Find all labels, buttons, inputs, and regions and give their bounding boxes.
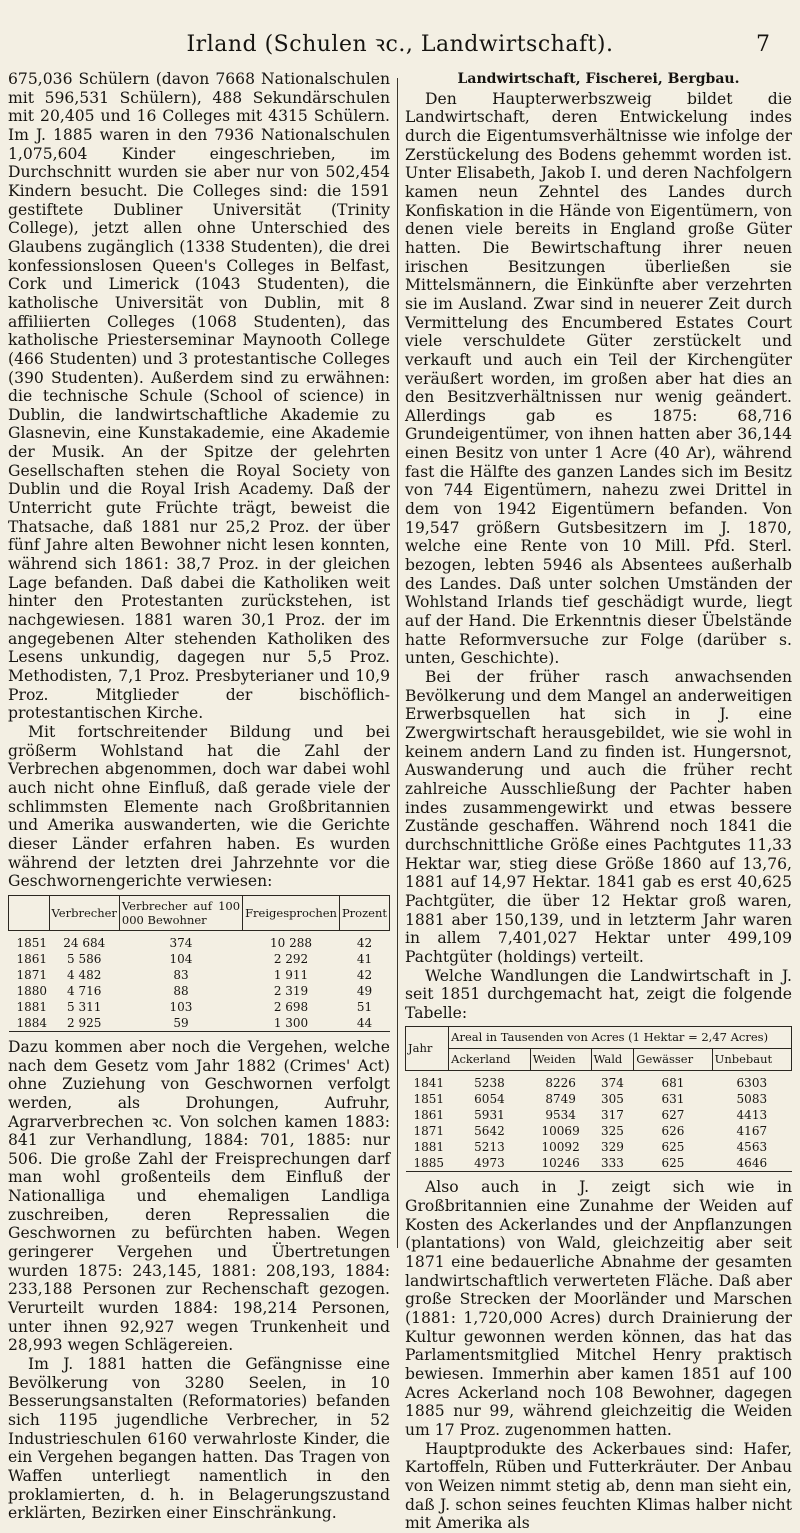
land-header-water: Gewässer (634, 1049, 712, 1071)
land-header-area: Areal in Tausenden von Acres (1 Hektar = 2,47 Acres) (449, 1027, 792, 1049)
right-column (405, 70, 792, 1533)
table-cell: 103 (169, 999, 193, 1014)
table-cell: 329 (600, 1140, 624, 1155)
crime-table-header (9, 895, 390, 930)
table-cell: 5642 (474, 1124, 505, 1139)
land-header-uncultivated: Unbebaut (712, 1049, 791, 1071)
page-number: 7 (756, 32, 770, 57)
table-cell: 10 288 (270, 935, 312, 950)
table-cell: 8749 (545, 1092, 576, 1107)
table-cell: 24 684 (63, 935, 106, 950)
land-table-header (406, 1049, 792, 1071)
table-cell: 49 (356, 983, 373, 998)
land-use-table (405, 1026, 792, 1172)
table-row (9, 1015, 390, 1032)
table-cell: 5238 (474, 1076, 505, 1091)
table-cell: 1 911 (273, 967, 309, 982)
paragraph-prisons: Im J. 1881 hatten die Gefängnisse eine Bevölkerung von 3280 Seelen, in 10 Besserungsanstalten (Reformatories) befanden sich 1195 jugendliche Verbrecher, in 52 Industrieschulen 6160 verwahrloste Kinder, die ein Vergehen begangen hatten. Das Tragen von Waffen unterliegt namentlich in den proklamierten, d. h. in Belagerungszustand erklärten, Bezirken einer Einschränkung. (8, 1355, 390, 1523)
table-cell: 625 (661, 1156, 685, 1171)
table-row (9, 930, 390, 951)
page-title: Irland (Schulen ꝛc., Landwirtschaft). (186, 32, 614, 57)
table-row (406, 1155, 792, 1172)
paragraph-main-products: Hauptprodukte des Ackerbaues sind: Hafer, Kartoffeln, Rüben und Futterkräuter. Der Anbau von Weizen nimmt stetig ab, denn man sieht ein, daß J. schon seines feuchten Klimas halber nicht mit Amerika als (405, 1439, 792, 1533)
section-heading: Landwirtschaft, Fischerei, Bergbau. (457, 71, 740, 87)
paragraph-schools: 675,036 Schülern (davon 7668 Nationalschulen mit 596,531 Schülern), 488 Sekundärschulen mit 20,405 und 16 Colleges mit 4315 Schülern. Im J. 1885 waren in den 7936 Nationalschulen 1,075,604 Kinder eingeschrieben, im Durchschnitt wurden sie aber nur von 502,454 Kindern besucht. Die Colleges sind: die 1591 gestiftete Dubliner Universität (Trinity College), jetzt allen ohne Unterschied des Glaubens zugänglich (1338 Studenten), die drei konfessionslosen Queen's Colleges in Belfast, Cork und Limerick (1043 Studenten), die katholische Universität von Dublin, mit 8 affiliierten Colleges (1068 Studenten), das katholische Priesterseminar Maynooth College (466 Studenten) und 3 protestantische Colleges (390 Studenten). Außerdem sind zu erwähnen: die technische Schule (School of science) in Dublin, die landwirtschaftliche Akademie zu Glasnevin, eine Kunstakademie, eine Akademie der Musik. An der Spitze der gelehrten Gesellschaften stehen die Royal Society von Dublin und die Royal Irish Academy. Daß der Unterricht gute Früchte trägt, beweist die Thatsache, daß 1881 nur 25,2 Proz. der über fünf Jahre alten Bewohner nicht lesen konnten, während sich 1861: 38,7 Proz. in der gleichen Lage befanden. Daß dabei die Katholiken weit hinter den Protestanten zurückstehen, ist nachgewiesen. 1881 waren 30,1 Proz. der im angegebenen Alter stehenden Katholiken des Lesens unkundig, dagegen nur 5,5 Proz. Methodisten, 7,1 Proz. Presbyterianer und 10,9 Proz. Mitglieder der bischöflich-protestantischen Kirche. (8, 70, 390, 723)
table-cell: 10069 (541, 1124, 580, 1139)
table-cell: 4 482 (67, 967, 102, 982)
land-header-pasture: Weiden (530, 1049, 591, 1071)
table-cell: 88 (173, 983, 189, 998)
table-cell: 2 319 (273, 983, 309, 998)
table-cell: 4 716 (67, 983, 102, 998)
table-cell: 1881 (16, 999, 48, 1014)
table-cell: 626 (661, 1124, 685, 1139)
table-cell: 44 (356, 1015, 373, 1030)
table-cell: 104 (169, 951, 193, 966)
table-cell: 305 (600, 1092, 624, 1107)
land-header-year: Jahr (406, 1027, 449, 1071)
table-cell: 4973 (474, 1156, 505, 1171)
table-cell: 6303 (736, 1076, 768, 1091)
table-cell: 10092 (541, 1140, 580, 1155)
crime-header-acquitted: Freigesprochen (243, 895, 340, 930)
table-cell: 4563 (736, 1140, 768, 1155)
table-row (9, 999, 390, 1015)
paragraph-crime: Mit fortschreitender Bildung und bei größerm Wohlstand hat die Zahl der Verbrechen abgenommen, doch war dabei wohl auch nicht ohne Einfluß, daß gerade viele der schlimmsten Elemente nach Großbritannien und Amerika auswanderten, wie die Gerichte dieser Länder erfahren haben. Es wurden während der letzten drei Jahrzehnte vor die Geschwornengerichte verwiesen: (8, 722, 390, 891)
table-cell: 374 (600, 1076, 624, 1091)
crime-header-year (9, 895, 50, 930)
table-row (9, 951, 390, 967)
table-row (406, 1139, 792, 1155)
table-cell: 8226 (545, 1076, 576, 1091)
paragraph-pasture-increase: Also auch in J. zeigt sich wie in Großbritannien eine Zunahme der Weiden auf Kosten des Ackerlandes und der Anpflanzungen (plantations) von Wald, gleichzeitig aber seit 1871 eine bedauerliche Abnahme der gesamten landwirtschaftlich verwerteten Fläche. Daß aber große Strecken der Moorländer und Marschen (1881: 1,720,000 Acres) durch Drainierung der Kultur gewonnen werden können, das hat das Parlamentsmitglied Mitchel Henry praktisch bewiesen. Immerhin aber kamen 1851 auf 100 Acres Ackerland noch 108 Bewohner, dagegen 1885 nur 99, während gleichzeitig die Weiden um 17 Proz. zugenommen hatten. (405, 1178, 792, 1439)
table-cell: 1861 (16, 951, 48, 966)
land-table-group-header (406, 1027, 792, 1049)
table-cell: 374 (169, 935, 193, 950)
left-column (8, 70, 390, 1523)
table-cell: 2 698 (273, 999, 309, 1014)
table-cell: 5083 (736, 1092, 768, 1107)
table-cell: 1841 (413, 1076, 445, 1091)
table-cell: 41 (356, 951, 373, 966)
table-cell: 4646 (736, 1156, 768, 1171)
table-cell: 5 311 (67, 999, 102, 1014)
table-row (406, 1091, 792, 1107)
table-cell: 625 (661, 1140, 685, 1155)
crime-table (8, 895, 390, 1032)
table-cell: 42 (356, 935, 373, 950)
table-cell: 4413 (736, 1108, 768, 1123)
table-cell: 10246 (541, 1156, 580, 1171)
table-cell: 2 292 (273, 951, 309, 966)
crime-header-offenders: Verbrecher (49, 895, 119, 930)
table-cell: 6054 (474, 1092, 505, 1107)
table-cell: 1871 (413, 1124, 445, 1139)
table-cell: 1881 (413, 1140, 445, 1155)
column-divider (397, 78, 398, 1248)
table-cell: 317 (600, 1108, 624, 1123)
table-cell: 4167 (736, 1124, 768, 1139)
table-cell: 5213 (474, 1140, 505, 1155)
table-cell: 681 (661, 1076, 685, 1091)
table-cell: 1884 (16, 1015, 48, 1030)
paragraph-agriculture: Den Haupterwerbszweig bildet die Landwirtschaft, deren Entwickelung indes durch die Eigentumsverhältnisse wie infolge der Zerstückelung des Bodens gehemmt worden ist. Unter Elisabeth, Jakob I. und deren Nachfolgern kamen neun Zehntel des Landes durch Konfiskation in die Hände von Eigentümern, von denen viele bereits in England große Güter hatten. Die Bewirtschaftung ihrer neuen irischen Besitzungen überließen sie Mittelsmännern, die Einkünfte aber verzehrten sie im Ausland. Zwar sind in neuerer Zeit durch Vermittelung des Encumbered Estates Court viele verschuldete Güter zerstückelt und verkauft und auch ein Teil der Kirchengüter veräußert worden, im großen aber hat dies an den Besitzverhältnissen nur wenig geändert. Allerdings gab es 1875: 68,716 Grundeigentümer, von ihnen hatten aber 36,144 einen Besitz von unter 1 Acre (40 Ar), während fast die Hälfte des ganzen Landes sich im Besitz von 744 Eigentümern, nahezu zwei Drittel in dem von 1942 Eigentümern befanden. Von 19,547 größern Gutsbesitzern im J. 1870, welche eine Rente von 10 Mill. Pfd. Sterl. bezogen, lebten 5946 als Absentees außerhalb des Landes. Daß unter solchen Umständen der Wohlstand Irlands tief geschädigt wurde, liegt auf der Hand. Die Erkenntnis dieser Übelstände hatte Reformversuche zur Folge (darüber s. unten, Geschichte). (405, 89, 792, 668)
table-cell: 1851 (16, 935, 48, 950)
land-header-arable: Ackerland (449, 1049, 531, 1071)
table-cell: 1 300 (273, 1015, 309, 1030)
table-cell: 9534 (545, 1108, 576, 1123)
table-cell: 631 (661, 1092, 685, 1107)
table-row (9, 983, 390, 999)
table-cell: 1871 (16, 967, 48, 982)
table-row (9, 967, 390, 983)
table-cell: 325 (600, 1124, 624, 1139)
paragraph-smallholdings: Bei der früher rasch anwachsenden Bevölkerung und dem Mangel an anderweitigen Erwerbsquellen hat sich in J. eine Zwergwirtschaft herausgebildet, wie sie wohl in keinem andern Land zu finden ist. Hungersnot, Auswanderung und auch die früher recht zahlreiche Ausschließung der Pachter haben indes zusammengewirkt und etwas bessere Zustände geschaffen. Während noch 1841 die durchschnittliche Größe eines Pachtgutes 11,33 Hektar war, stieg diese Größe 1860 auf 13,76, 1881 auf 14,97 Hektar. 1841 gab es erst 40,625 Pachtgüter, die über 12 Hektar groß waren, 1881 aber 150,139, und in letzterm Jahr waren in allem 7,401,027 Hektar unter 499,109 Pachtgüter (holdings) verteilt. (405, 668, 792, 966)
table-cell: 1851 (413, 1092, 445, 1107)
running-head (0, 30, 800, 60)
table-cell: 1861 (413, 1108, 445, 1123)
table-cell: 83 (173, 967, 189, 982)
table-cell: 1880 (16, 983, 48, 998)
land-header-forest: Wald (591, 1049, 634, 1071)
paragraph-table-intro: Welche Wandlungen die Landwirtschaft in J. seit 1851 durchgemacht hat, zeigt die folgende Tabelle: (405, 966, 792, 1022)
table-cell: 59 (173, 1015, 189, 1030)
crime-header-per-100000: Verbrecher auf 100 000 Bewohner (119, 895, 242, 930)
table-cell: 2 925 (67, 1015, 102, 1030)
table-row (406, 1107, 792, 1123)
table-row (406, 1123, 792, 1139)
paragraph-offences: Dazu kommen aber noch die Vergehen, welche nach dem Gesetz vom Jahr 1882 (Crimes' Act) ohne Zuziehung von Geschwornen verfolgt werden, als Drohungen, Aufruhr, Agrarverbrechen ꝛc. Von solchen kamen 1883: 841 zur Verhandlung, 1884: 701, 1885: nur 506. Die große Zahl der Freisprechungen darf man wohl großenteils dem Einfluß der Nationalliga und ehemaligen Landliga zuschreiben, deren Repressalien die Geschwornen zu befürchten haben. Wegen geringerer Vergehen und Übertretungen wurden 1875: 243,145, 1881: 208,193, 1884: 233,188 Personen zur Rechenschaft gezogen. Verurteilt wurden 1884: 198,214 Personen, unter ihnen 92,927 wegen Trunkenheit und 28,993 wegen Schlägereien. (8, 1037, 390, 1355)
table-cell: 51 (356, 999, 373, 1014)
table-cell: 5 586 (67, 951, 102, 966)
table-cell: 333 (600, 1156, 624, 1171)
crime-header-percent: Prozent (339, 895, 389, 930)
table-cell: 5931 (474, 1108, 505, 1123)
table-cell: 627 (661, 1108, 685, 1123)
table-row (406, 1071, 792, 1092)
table-cell: 1885 (413, 1156, 445, 1171)
table-cell: 42 (356, 967, 373, 982)
